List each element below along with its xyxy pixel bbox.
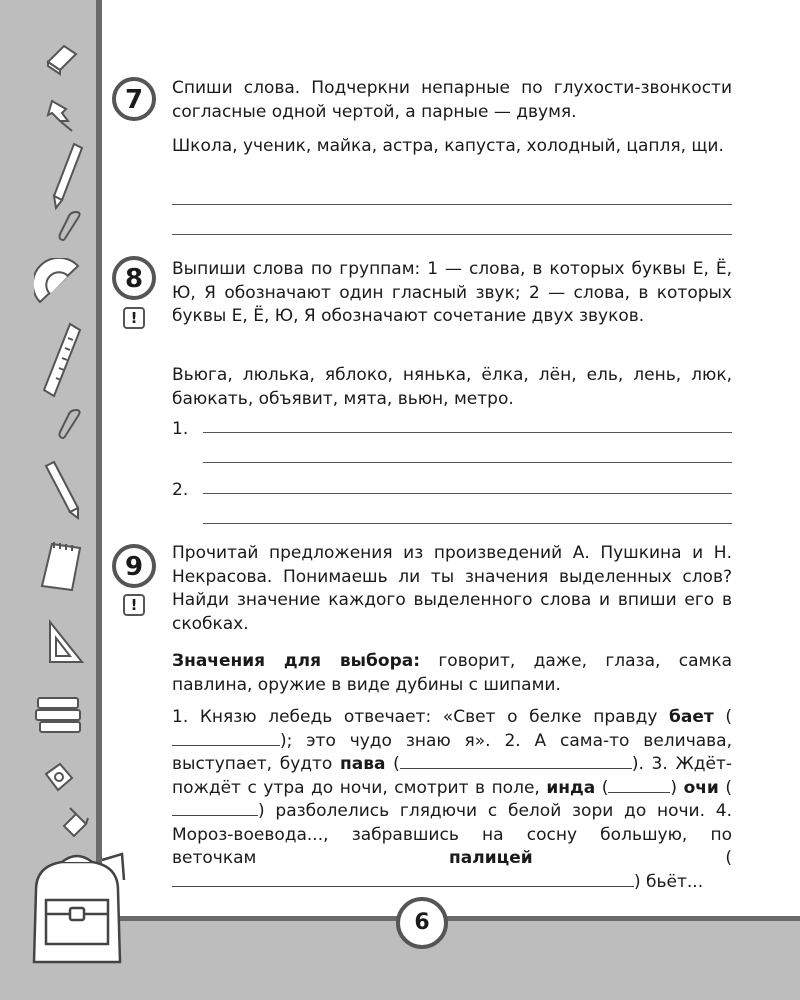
pushpin-icon bbox=[40, 95, 80, 135]
attention-icon: ! bbox=[123, 307, 145, 329]
protractor-icon bbox=[34, 258, 86, 310]
task-9-instruction: Прочитай предложения из произведений А. Пушкина и Н. Некрасова. Понимаешь ли ты значения выделенных слов? Найди значение каждого выделенного слова и впиши его в скобках. bbox=[172, 543, 732, 634]
answer-blank[interactable] bbox=[172, 872, 634, 887]
group-1-label: 1. bbox=[172, 419, 189, 439]
pen-icon bbox=[48, 140, 88, 210]
task-9-number: 9 bbox=[112, 544, 156, 588]
task-9-choices bbox=[172, 650, 732, 697]
triangle-ruler-icon bbox=[42, 618, 86, 666]
attention-icon: ! bbox=[123, 594, 145, 616]
task-7-instruction: Спиши слова. Подчеркни непарные по глухости-звонкости согласные одной чертой, а парные — двумя. bbox=[172, 78, 732, 122]
sentence-part: ) бьёт... bbox=[634, 871, 704, 892]
paperclip-icon bbox=[56, 408, 86, 444]
ruler-icon bbox=[40, 320, 84, 400]
answer-line-group-2[interactable] bbox=[203, 523, 732, 524]
highlighted-word: очи bbox=[683, 777, 719, 798]
eraser-icon bbox=[42, 40, 82, 76]
backpack-icon bbox=[22, 850, 130, 972]
sentence-part: ) разболелись глядючи с белой зори до ночи. 4. Мороз-воевода..., забравшись на сосну большую, по веточкам bbox=[172, 801, 732, 868]
answer-line-group-2[interactable] bbox=[203, 493, 732, 494]
task-7-number: 7 bbox=[112, 77, 156, 121]
answer-line-group-1[interactable] bbox=[203, 432, 732, 433]
sidebar-divider bbox=[96, 0, 102, 930]
page-number: 6 bbox=[396, 897, 448, 949]
answer-blank[interactable] bbox=[400, 754, 632, 769]
notepad-icon bbox=[38, 538, 84, 594]
highlighted-word: палицей bbox=[449, 848, 533, 868]
answer-line-group-1[interactable] bbox=[203, 462, 732, 463]
answer-blank[interactable] bbox=[608, 778, 670, 793]
highlighted-word: бает bbox=[669, 707, 714, 727]
pencil-icon bbox=[40, 460, 84, 520]
task-7-words: Школа, ученик, майка, астра, капуста, холодный, цапля, щи. bbox=[172, 136, 724, 156]
highlighted-word: инда bbox=[546, 777, 596, 798]
sentence-part: ); это чудо знаю я». 2. А сама-то величава, выступает, будто bbox=[172, 730, 732, 774]
group-2-label: 2. bbox=[172, 480, 189, 500]
paperclip-icon bbox=[56, 210, 86, 246]
task-9-sentences: 1. Князю лебедь отвечает: «Свет о белке правду бает (); это чудо знаю я». 2. А сама-то величава, выступает, будто пава ( ). 3. Ждёт-пождёт с утра до ночи, смотрит в поле, инда ( ) очи () разболелись глядючи с белой зори до ночи. 4. Мороз-воевода..., забравшись на сосну большую, по веточкам палицей () бьёт... bbox=[172, 707, 732, 892]
highlighted-word: пава bbox=[340, 754, 386, 774]
choices-list: говорит, даже, глаза, самка павлина, оружие в виде дубины с шипами. bbox=[172, 651, 733, 695]
sharpener-icon bbox=[40, 760, 76, 796]
bottom-divider bbox=[96, 916, 800, 921]
task-8-number: 8 bbox=[112, 256, 156, 300]
sentence-part: ). 3. Ждёт-пождёт с утра до ночи, смотрит в поле, bbox=[172, 754, 732, 798]
binder-clip-icon bbox=[60, 806, 90, 840]
answer-blank[interactable] bbox=[172, 731, 280, 746]
sentence-part: 1. Князю лебедь отвечает: «Свет о белке правду bbox=[172, 707, 658, 727]
answer-blank[interactable] bbox=[172, 801, 258, 816]
choices-label: Значения для выбора: bbox=[172, 651, 421, 671]
answer-line[interactable] bbox=[172, 234, 732, 235]
task-8-instruction: Выпиши слова по группам: 1 — слова, в которых буквы Е, Ё, Ю, Я обозначают один гласный звук; 2 — слова, в которых буквы Е, Ё, Ю, Я обозначают сочетание двух звуков. bbox=[172, 259, 732, 326]
task-8-words: Вьюга, люлька, яблоко, нянька, ёлка, лён, ель, лень, люк, баюкать, объявит, мята, вьюн, метро. bbox=[172, 365, 732, 409]
books-icon bbox=[32, 694, 88, 738]
answer-line[interactable] bbox=[172, 204, 732, 205]
